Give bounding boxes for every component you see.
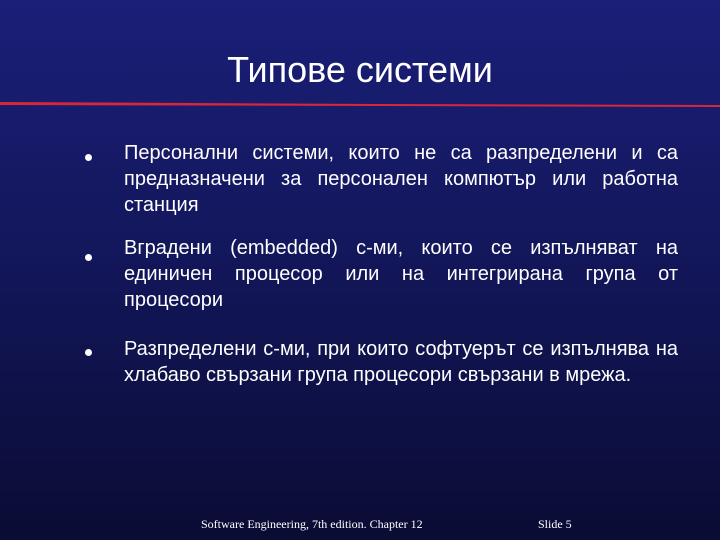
bullet-dot <box>85 349 92 356</box>
title-underline-shape <box>0 102 720 107</box>
slide-number: Slide 5 <box>538 517 572 531</box>
bullet-item: Вградени (embedded) с-ми, които се изпълняват на единичен процесор или на интегрирана група от процесори <box>124 237 678 311</box>
slide-title: Типове системи <box>227 49 493 90</box>
footer-text: Software Engineering, 7th edition. Chapter 12 <box>201 517 423 531</box>
bullet-item: Персонални системи, които не са разпределени и са предназначени за персонален компютър или работна станция <box>124 142 678 216</box>
bullet-dot <box>85 154 92 161</box>
title-underline <box>0 101 720 107</box>
bullet-item: Разпределени с-ми, при които софтуерът се изпълнява на хлабаво свързани група процесори свързани в мрежа. <box>124 338 678 386</box>
bullet-dot <box>85 254 92 261</box>
